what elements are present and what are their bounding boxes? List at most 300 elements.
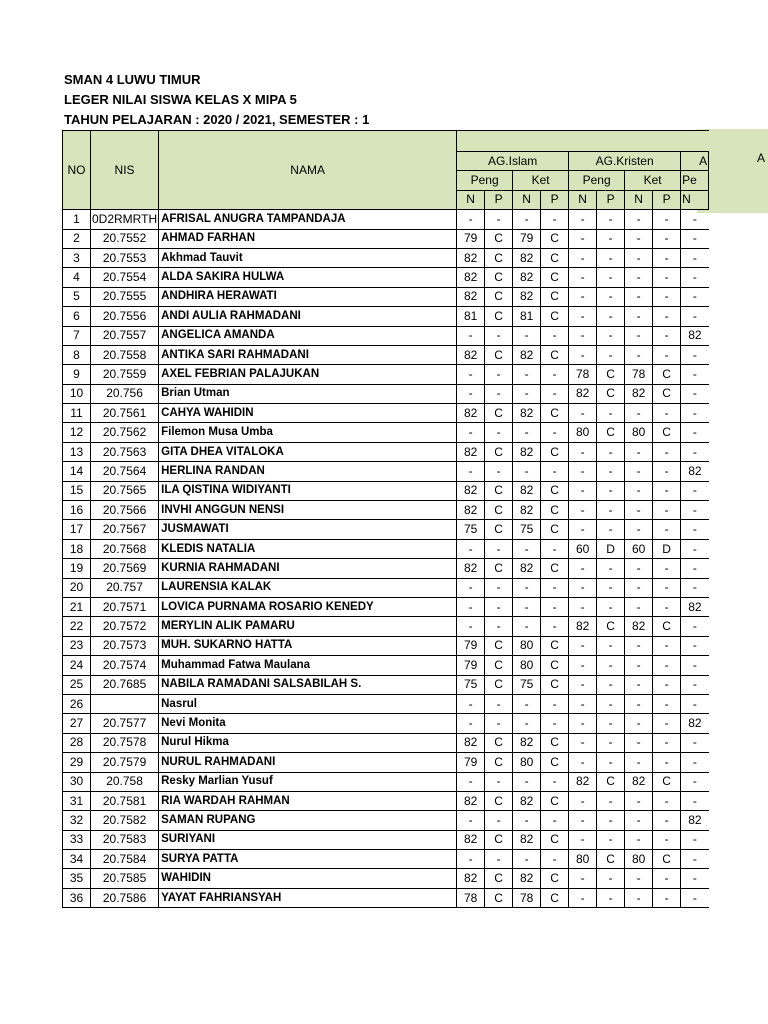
row-value: - — [569, 733, 597, 752]
row-value: - — [597, 404, 625, 423]
row-value: 82 — [513, 287, 541, 306]
row-no: 25 — [63, 675, 91, 694]
row-no: 2 — [63, 229, 91, 248]
row-value: 82 — [457, 345, 485, 364]
row-nama: SAMAN RUPANG — [159, 811, 457, 830]
row-value: 82 — [513, 869, 541, 888]
row-value: - — [541, 578, 569, 597]
row-no: 23 — [63, 636, 91, 655]
row-value: 82 — [457, 248, 485, 267]
row-value: 82 — [569, 617, 597, 636]
row-value: - — [681, 307, 709, 326]
row-value: - — [457, 578, 485, 597]
row-nama: LAURENSIA KALAK — [159, 578, 457, 597]
row-value: - — [653, 268, 681, 287]
row-nis: 20.7554 — [91, 268, 159, 287]
row-value: - — [541, 462, 569, 481]
row-nis: 20.7574 — [91, 656, 159, 675]
row-nama: AXEL FEBRIAN PALAJUKAN — [159, 365, 457, 384]
row-value: C — [541, 675, 569, 694]
row-value: - — [541, 384, 569, 403]
table-row — [63, 307, 709, 326]
row-value: 82 — [457, 559, 485, 578]
row-value: 75 — [513, 520, 541, 539]
row-nis: 20.7572 — [91, 617, 159, 636]
row-value: - — [569, 578, 597, 597]
row-no: 28 — [63, 733, 91, 752]
row-value: - — [681, 345, 709, 364]
row-value: 80 — [625, 850, 653, 869]
row-value: 80 — [513, 753, 541, 772]
row-value: - — [681, 365, 709, 384]
row-value: - — [597, 268, 625, 287]
row-value: 82 — [569, 384, 597, 403]
row-value: - — [625, 733, 653, 752]
row-nis: 20.7557 — [91, 326, 159, 345]
row-value: - — [681, 423, 709, 442]
row-value: 82 — [625, 384, 653, 403]
row-no: 3 — [63, 248, 91, 267]
row-value: - — [485, 597, 513, 616]
row-value: - — [681, 287, 709, 306]
row-value: 81 — [457, 307, 485, 326]
row-value: C — [541, 869, 569, 888]
row-value: - — [541, 210, 569, 229]
grade-ledger-table — [62, 130, 709, 908]
row-value: - — [625, 345, 653, 364]
row-value: - — [681, 404, 709, 423]
row-value: 82 — [513, 481, 541, 500]
table-row — [63, 423, 709, 442]
row-value: - — [569, 248, 597, 267]
row-value: - — [597, 210, 625, 229]
row-no: 22 — [63, 617, 91, 636]
row-value: 82 — [457, 287, 485, 306]
row-value: 79 — [513, 229, 541, 248]
row-value: - — [569, 345, 597, 364]
row-value: - — [681, 850, 709, 869]
col-header-ag-islam: AG.Islam — [457, 152, 569, 171]
row-nama: ANTIKA SARI RAHMADANI — [159, 345, 457, 364]
row-value: 80 — [513, 636, 541, 655]
row-no: 5 — [63, 287, 91, 306]
row-value: - — [597, 501, 625, 520]
col-header-ag-kristen: AG.Kristen — [569, 152, 681, 171]
row-value: 82 — [457, 404, 485, 423]
row-value: - — [597, 307, 625, 326]
row-value: - — [485, 850, 513, 869]
table-row — [63, 578, 709, 597]
row-value: C — [541, 520, 569, 539]
col-header-nis: NIS — [91, 131, 159, 210]
row-no: 14 — [63, 462, 91, 481]
row-value: - — [681, 733, 709, 752]
row-nama: KURNIA RAHMADANI — [159, 559, 457, 578]
row-value: - — [681, 888, 709, 907]
row-value: C — [485, 559, 513, 578]
row-value: 82 — [569, 772, 597, 791]
row-nis — [91, 694, 159, 713]
row-value: - — [653, 753, 681, 772]
row-value: C — [653, 617, 681, 636]
row-value: C — [485, 869, 513, 888]
row-value: - — [597, 811, 625, 830]
row-no: 17 — [63, 520, 91, 539]
row-value: - — [569, 210, 597, 229]
row-no: 20 — [63, 578, 91, 597]
row-no: 15 — [63, 481, 91, 500]
row-value: 75 — [457, 520, 485, 539]
row-value: - — [625, 578, 653, 597]
row-value: - — [625, 520, 653, 539]
row-value: - — [653, 830, 681, 849]
row-value: - — [625, 559, 653, 578]
row-value: - — [541, 539, 569, 558]
row-value: - — [625, 481, 653, 500]
row-no: 7 — [63, 326, 91, 345]
row-nama: AFRISAL ANUGRA TAMPANDAJA — [159, 210, 457, 229]
row-value: C — [541, 830, 569, 849]
row-value: - — [681, 442, 709, 461]
row-value: - — [485, 326, 513, 345]
row-value: - — [681, 578, 709, 597]
row-nama: Akhmad Tauvit — [159, 248, 457, 267]
row-value: - — [653, 597, 681, 616]
row-value: C — [485, 229, 513, 248]
row-value: - — [653, 501, 681, 520]
row-value: 79 — [457, 656, 485, 675]
row-value: - — [541, 365, 569, 384]
row-value: - — [625, 404, 653, 423]
row-value: 80 — [569, 850, 597, 869]
row-value: 82 — [681, 597, 709, 616]
table-row — [63, 326, 709, 345]
row-nama: CAHYA WAHIDIN — [159, 404, 457, 423]
row-value: 82 — [513, 791, 541, 810]
table-row — [63, 694, 709, 713]
row-value: - — [597, 559, 625, 578]
row-value: 80 — [569, 423, 597, 442]
row-value: - — [485, 772, 513, 791]
row-nis: 20.7579 — [91, 753, 159, 772]
row-value: - — [597, 462, 625, 481]
row-value: - — [625, 442, 653, 461]
row-value: - — [681, 617, 709, 636]
row-value: C — [541, 559, 569, 578]
row-nis: 20.7577 — [91, 714, 159, 733]
row-value: 75 — [457, 675, 485, 694]
row-value: - — [569, 229, 597, 248]
row-value: - — [597, 733, 625, 752]
row-no: 30 — [63, 772, 91, 791]
row-value: - — [457, 384, 485, 403]
row-value: 82 — [513, 830, 541, 849]
row-value: - — [681, 229, 709, 248]
row-value: - — [653, 791, 681, 810]
row-no: 9 — [63, 365, 91, 384]
row-value: - — [569, 675, 597, 694]
row-value: 82 — [513, 404, 541, 423]
row-value: C — [485, 830, 513, 849]
row-value: - — [569, 326, 597, 345]
row-value: - — [625, 714, 653, 733]
table-row — [63, 869, 709, 888]
row-nis: 20.7561 — [91, 404, 159, 423]
row-value: - — [513, 617, 541, 636]
row-value: 82 — [457, 268, 485, 287]
row-value: - — [569, 462, 597, 481]
row-value: C — [485, 404, 513, 423]
row-value: - — [681, 520, 709, 539]
row-nis: 20.7571 — [91, 597, 159, 616]
row-value: - — [625, 791, 653, 810]
row-nis: 20.7584 — [91, 850, 159, 869]
row-value: - — [625, 210, 653, 229]
row-value: - — [513, 772, 541, 791]
table-row — [63, 888, 709, 907]
row-value: - — [541, 714, 569, 733]
col-header-p: P — [597, 190, 625, 209]
row-value: 82 — [513, 442, 541, 461]
row-value: C — [541, 229, 569, 248]
table-row — [63, 656, 709, 675]
row-value: - — [597, 888, 625, 907]
row-value: - — [625, 830, 653, 849]
row-nis: 20.7564 — [91, 462, 159, 481]
row-value: - — [681, 539, 709, 558]
table-row — [63, 636, 709, 655]
row-value: C — [485, 888, 513, 907]
row-no: 18 — [63, 539, 91, 558]
row-value: - — [653, 462, 681, 481]
row-no: 21 — [63, 597, 91, 616]
row-value: - — [681, 675, 709, 694]
row-value: C — [653, 365, 681, 384]
row-nama: MUH. SUKARNO HATTA — [159, 636, 457, 655]
row-value: - — [569, 268, 597, 287]
row-value: - — [597, 345, 625, 364]
row-nis: 20.7563 — [91, 442, 159, 461]
row-value: 82 — [457, 733, 485, 752]
row-value: 81 — [513, 307, 541, 326]
row-value: 78 — [457, 888, 485, 907]
row-value: - — [681, 384, 709, 403]
row-value: - — [457, 597, 485, 616]
row-value: C — [485, 520, 513, 539]
row-value: 78 — [625, 365, 653, 384]
table-row — [63, 520, 709, 539]
row-value: 82 — [625, 772, 653, 791]
row-value: - — [653, 714, 681, 733]
col-header-islam-ket: Ket — [513, 171, 569, 190]
row-value: - — [457, 539, 485, 558]
row-value: 82 — [457, 791, 485, 810]
row-value: - — [597, 869, 625, 888]
row-value: - — [625, 597, 653, 616]
row-value: - — [653, 326, 681, 345]
row-value: - — [513, 423, 541, 442]
row-value: 82 — [457, 442, 485, 461]
row-nama: ILA QISTINA WIDIYANTI — [159, 481, 457, 500]
row-value: - — [597, 326, 625, 345]
row-value: 82 — [513, 268, 541, 287]
row-value: - — [485, 694, 513, 713]
row-value: C — [541, 404, 569, 423]
row-value: - — [457, 462, 485, 481]
row-nama: KLEDIS NATALIA — [159, 539, 457, 558]
row-no: 1 — [63, 210, 91, 229]
row-nis: 20.7583 — [91, 830, 159, 849]
row-value: - — [513, 850, 541, 869]
row-nis: 20.7565 — [91, 481, 159, 500]
row-nama: ANDHIRA HERAWATI — [159, 287, 457, 306]
row-value: C — [485, 248, 513, 267]
row-value: 82 — [513, 559, 541, 578]
row-value: 80 — [513, 656, 541, 675]
row-value: - — [681, 248, 709, 267]
row-value: C — [485, 345, 513, 364]
row-value: - — [681, 481, 709, 500]
row-no: 26 — [63, 694, 91, 713]
row-value: C — [485, 753, 513, 772]
row-value: - — [681, 753, 709, 772]
row-value: - — [653, 404, 681, 423]
row-nis: 20.7553 — [91, 248, 159, 267]
row-value: - — [597, 753, 625, 772]
row-nama: HERLINA RANDAN — [159, 462, 457, 481]
row-value: - — [597, 636, 625, 655]
row-value: 78 — [569, 365, 597, 384]
row-value: 82 — [625, 617, 653, 636]
row-value: - — [597, 830, 625, 849]
row-value: - — [485, 210, 513, 229]
row-nis: 20.7685 — [91, 675, 159, 694]
row-value: - — [625, 462, 653, 481]
row-value: D — [653, 539, 681, 558]
row-nis: 20.7582 — [91, 811, 159, 830]
row-value: - — [625, 307, 653, 326]
row-value: C — [485, 791, 513, 810]
table-row — [63, 675, 709, 694]
row-no: 29 — [63, 753, 91, 772]
row-value: - — [597, 597, 625, 616]
row-nis: 20.758 — [91, 772, 159, 791]
row-value: - — [597, 675, 625, 694]
row-value: - — [457, 850, 485, 869]
row-nama: ANGELICA AMANDA — [159, 326, 457, 345]
table-row — [63, 617, 709, 636]
row-value: 78 — [513, 888, 541, 907]
row-value: 82 — [513, 733, 541, 752]
row-nama: JUSMAWATI — [159, 520, 457, 539]
row-value: C — [541, 307, 569, 326]
row-value: C — [541, 442, 569, 461]
row-nis: 20.7567 — [91, 520, 159, 539]
row-no: 31 — [63, 791, 91, 810]
row-value: - — [653, 345, 681, 364]
table-row — [63, 753, 709, 772]
row-value: 82 — [681, 714, 709, 733]
row-value: C — [541, 287, 569, 306]
row-value: C — [541, 636, 569, 655]
row-value: - — [625, 326, 653, 345]
row-value: - — [541, 617, 569, 636]
row-value: - — [625, 229, 653, 248]
row-value: - — [569, 753, 597, 772]
row-nis: 20.7568 — [91, 539, 159, 558]
row-value: 82 — [457, 481, 485, 500]
row-nis: 20.7581 — [91, 791, 159, 810]
row-nis: 20.757 — [91, 578, 159, 597]
row-value: - — [597, 791, 625, 810]
row-value: - — [653, 520, 681, 539]
row-value: C — [597, 772, 625, 791]
row-value: - — [485, 617, 513, 636]
row-value: - — [597, 229, 625, 248]
row-nama: SURYA PATTA — [159, 850, 457, 869]
row-value: - — [457, 694, 485, 713]
row-value: - — [457, 365, 485, 384]
row-value: C — [541, 481, 569, 500]
row-nama: YAYAT FAHRIANSYAH — [159, 888, 457, 907]
row-value: - — [513, 597, 541, 616]
row-nama: INVHI ANGGUN NENSI — [159, 501, 457, 520]
row-value: - — [457, 210, 485, 229]
row-value: - — [653, 869, 681, 888]
row-nis: 20.7552 — [91, 229, 159, 248]
row-value: - — [653, 307, 681, 326]
row-value: - — [569, 869, 597, 888]
row-no: 13 — [63, 442, 91, 461]
row-value: - — [625, 268, 653, 287]
row-value: 82 — [681, 326, 709, 345]
row-value: - — [513, 365, 541, 384]
row-value: C — [597, 365, 625, 384]
row-value: C — [485, 442, 513, 461]
row-value: - — [569, 714, 597, 733]
row-value: - — [653, 675, 681, 694]
row-nis: 20.7569 — [91, 559, 159, 578]
row-no: 36 — [63, 888, 91, 907]
col-header-n: N — [513, 190, 541, 209]
row-value: - — [485, 714, 513, 733]
row-value: - — [569, 597, 597, 616]
row-value: - — [625, 888, 653, 907]
row-value: - — [569, 501, 597, 520]
row-no: 4 — [63, 268, 91, 287]
col-header-peng-partial: Pe — [681, 171, 709, 190]
row-value: - — [653, 559, 681, 578]
row-value: - — [513, 210, 541, 229]
row-value: - — [653, 578, 681, 597]
row-value: - — [569, 307, 597, 326]
table-row — [63, 597, 709, 616]
row-no: 16 — [63, 501, 91, 520]
table-row — [63, 384, 709, 403]
row-value: - — [457, 326, 485, 345]
row-value: C — [485, 287, 513, 306]
col-header-n: N — [681, 190, 709, 209]
row-value: 82 — [513, 248, 541, 267]
row-nis: 20.7555 — [91, 287, 159, 306]
table-row — [63, 539, 709, 558]
row-value: - — [625, 636, 653, 655]
row-value: - — [597, 520, 625, 539]
row-value: - — [625, 656, 653, 675]
row-value: 82 — [681, 462, 709, 481]
row-value: C — [485, 636, 513, 655]
row-value: - — [485, 811, 513, 830]
